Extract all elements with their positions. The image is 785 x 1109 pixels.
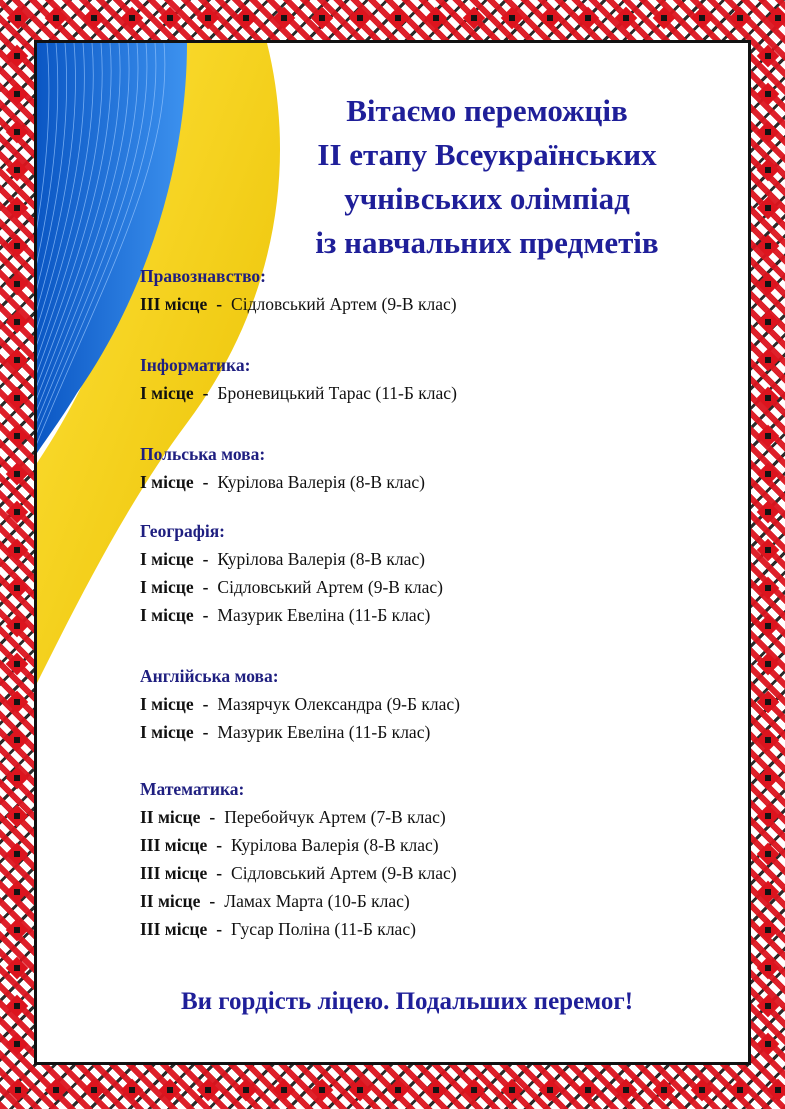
separator: - <box>202 722 209 742</box>
student-name: Перебойчук Артем (7-В клас) <box>224 807 446 827</box>
subject-block <box>140 263 700 318</box>
separator: - <box>202 605 209 625</box>
poster-panel <box>34 40 751 1065</box>
winner-row <box>140 290 700 318</box>
subject-block <box>140 518 700 629</box>
place-label: І місце <box>140 577 194 597</box>
title-line: Вітаємо переможців <box>346 93 628 128</box>
separator: - <box>202 472 209 492</box>
separator: - <box>202 577 209 597</box>
place-label: ІІ місце <box>140 807 201 827</box>
subject-name: Географія: <box>140 521 226 541</box>
separator: - <box>209 891 216 911</box>
title-line: із навчальних предметів <box>315 225 659 260</box>
subject-name: Інформатика: <box>140 355 251 375</box>
subject-name: Правознавство: <box>140 266 266 286</box>
separator: - <box>216 919 223 939</box>
student-name: Курілова Валерія (8-В клас) <box>231 835 439 855</box>
separator: - <box>216 294 223 314</box>
subject-block <box>140 352 700 407</box>
winner-row <box>140 831 700 859</box>
place-label: ІІ місце <box>140 891 201 911</box>
student-name: Курілова Валерія (8-В клас) <box>217 549 425 569</box>
subject-name: Англійська мова: <box>140 666 279 686</box>
separator: - <box>216 835 223 855</box>
winner-row <box>140 573 700 601</box>
place-label: І місце <box>140 383 194 403</box>
student-name: Ламах Марта (10-Б клас) <box>224 891 410 911</box>
subject-block <box>140 776 700 943</box>
student-name: Сідловський Артем (9-В клас) <box>231 294 457 314</box>
separator: - <box>202 694 209 714</box>
place-label: ІІІ місце <box>140 294 208 314</box>
place-label: ІІІ місце <box>140 835 208 855</box>
page-title <box>287 89 687 265</box>
winner-row <box>140 379 700 407</box>
student-name: Сідловський Артем (9-В клас) <box>217 577 443 597</box>
winner-row <box>140 915 700 943</box>
student-name: Мазурик Евеліна (11-Б клас) <box>217 722 431 742</box>
subject-block <box>140 663 700 746</box>
place-label: І місце <box>140 605 194 625</box>
winner-row <box>140 468 700 496</box>
title-line: ІІ етапу Всеукраїнських <box>317 137 657 172</box>
student-name: Гусар Поліна (11-Б клас) <box>231 919 416 939</box>
footer-slogan: Ви гордість ліцею. Подальших перемог! <box>180 988 634 1015</box>
separator: - <box>216 863 223 883</box>
place-label: І місце <box>140 694 194 714</box>
student-name: Сідловський Артем (9-В клас) <box>231 863 457 883</box>
winner-row <box>140 859 700 887</box>
winner-row <box>140 690 700 718</box>
winner-row <box>140 718 700 746</box>
student-name: Броневицький Тарас (11-Б клас) <box>217 383 457 403</box>
winners-list <box>140 263 700 943</box>
winner-row <box>140 803 700 831</box>
place-label: І місце <box>140 722 194 742</box>
student-name: Курілова Валерія (8-В клас) <box>217 472 425 492</box>
winner-row <box>140 601 700 629</box>
student-name: Мазярчук Олександра (9-Б клас) <box>217 694 460 714</box>
separator: - <box>202 549 209 569</box>
winner-row <box>140 887 700 915</box>
subject-block <box>140 441 700 496</box>
separator: - <box>202 383 209 403</box>
subject-name: Математика: <box>140 779 245 799</box>
student-name: Мазурик Евеліна (11-Б клас) <box>217 605 431 625</box>
separator: - <box>209 807 216 827</box>
place-label: ІІІ місце <box>140 919 208 939</box>
subject-name: Польська мова: <box>140 444 266 464</box>
winner-row <box>140 545 700 573</box>
place-label: ІІІ місце <box>140 863 208 883</box>
place-label: І місце <box>140 549 194 569</box>
place-label: І місце <box>140 472 194 492</box>
title-line: учнівських олімпіад <box>344 181 630 216</box>
